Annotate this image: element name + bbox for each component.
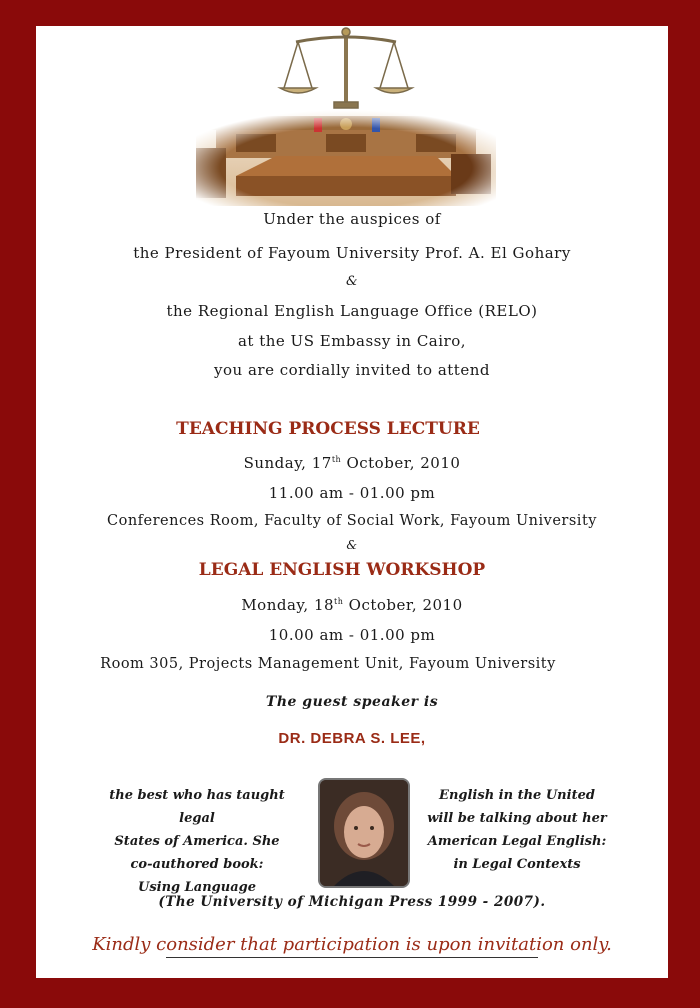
intro-line-3: the Regional English Language Office (RELO): [166, 302, 538, 320]
event1-place: Conferences Room, Faculty of Social Work, Fayoum University: [107, 513, 597, 529]
speaker-name: DR. DEBRA S. LEE,: [278, 730, 426, 747]
bio-right-line-3: American Legal English:: [427, 834, 607, 849]
event1-time: 11.00 am - 01.00 pm: [268, 484, 436, 502]
courtroom-scales-illustration: [196, 26, 496, 206]
event2-title: LEGAL ENGLISH WORKSHOP: [198, 560, 486, 580]
footer-underline: [166, 957, 538, 958]
intro-line-2: the President of Fayoum University Prof. A. El Gohary: [133, 244, 571, 262]
speaker-portrait-icon: [320, 780, 408, 886]
intro-line-4: at the US Embassy in Cairo,: [237, 332, 467, 350]
intro-line-5: you are cordially invited to attend: [214, 361, 490, 379]
bio-right-line-2: will be talking about her: [427, 811, 607, 826]
intro-line-1: Under the auspices of: [263, 210, 441, 228]
event1-day: Sunday, 17: [243, 454, 332, 472]
event2-day-suffix: th: [334, 597, 344, 606]
event1-day-suffix: th: [331, 455, 342, 464]
press-note: (The University of Michigan Press 1999 - 2007).: [158, 894, 546, 910]
event1-title: TEACHING PROCESS LECTURE: [176, 419, 480, 439]
bio-right-line-4: in Legal Contexts: [453, 857, 581, 872]
bio-left-line-2: States of America. She: [114, 834, 280, 849]
event2-day: Monday, 18: [241, 596, 335, 614]
bio-left-line-1: the best who has taught legal: [109, 788, 285, 826]
ampersand-2: &: [346, 538, 358, 552]
ampersand-1: &: [345, 274, 359, 289]
invitation-only-note: Kindly consider that participation is upon invitation only.: [92, 934, 612, 955]
event2-month-year: October, 2010: [343, 596, 463, 614]
bio-left-line-3: co-authored book:: [130, 857, 264, 872]
bio-left-line-4: Using Language: [137, 880, 256, 895]
event2-place: Room 305, Projects Management Unit, Fayoum University: [100, 656, 556, 672]
event1-month-year: October, 2010: [341, 454, 461, 472]
bio-left: [92, 784, 302, 899]
bio-right-line-1: English in the United: [439, 788, 595, 803]
event2-date: [36, 596, 668, 614]
event2-time: 10.00 am - 01.00 pm: [268, 626, 436, 644]
invitation-card: [36, 26, 668, 978]
event1-date: [36, 454, 668, 472]
speaker-intro: The guest speaker is: [265, 694, 439, 710]
speaker-photo: [318, 778, 410, 888]
scales-icon: [280, 28, 412, 108]
bio-right: [412, 784, 622, 876]
